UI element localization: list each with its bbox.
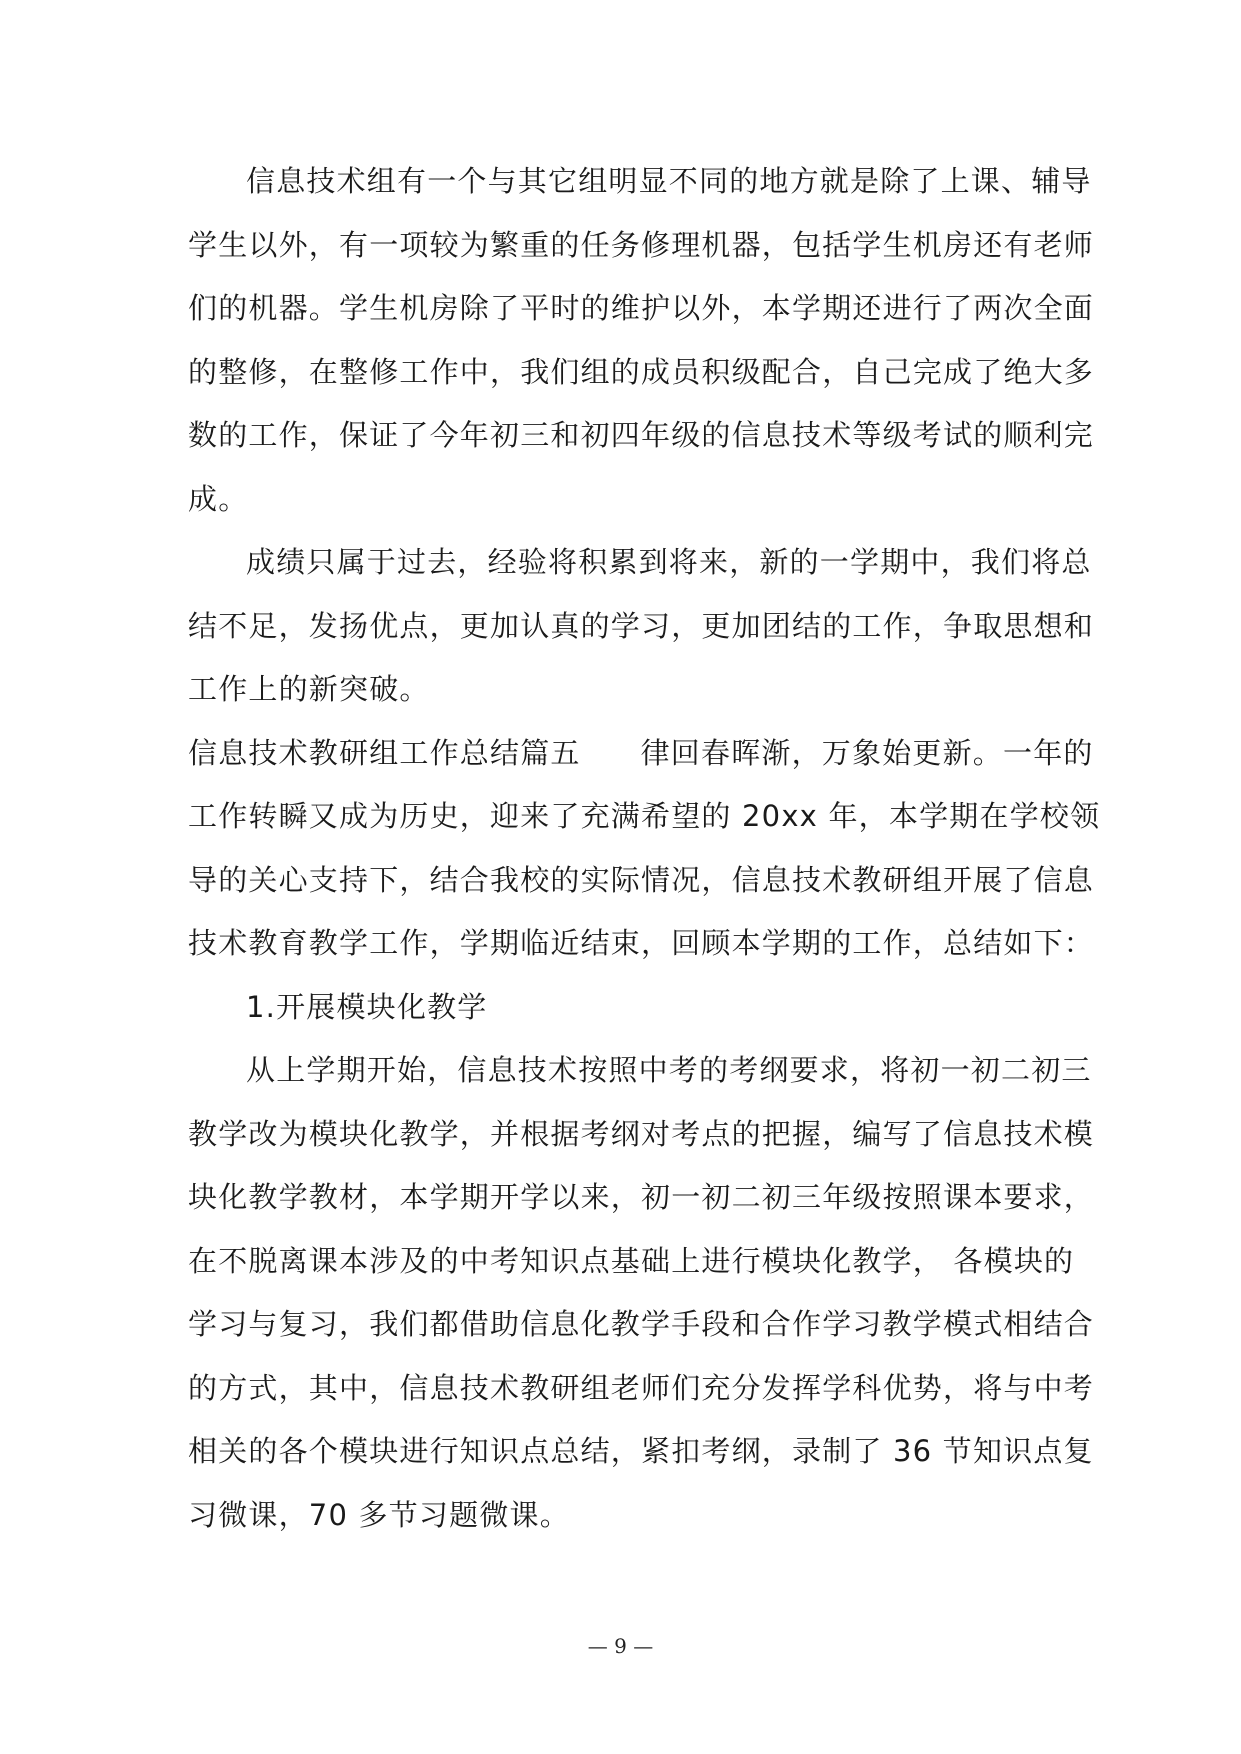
paragraph-5-line-2: 教学改为模块化教学，并根据考纲对考点的把握，编写了信息技术模 — [188, 1116, 1095, 1151]
section-heading-tail: 律回春晖渐，万象始更新。一年的 — [640, 735, 1094, 770]
paragraph-5-line-7: 相关的各个模块进行知识点总结，紧扣考纲，录制了 36 节知识点复 — [188, 1434, 1094, 1468]
paragraph-1-line-6: 成。 — [188, 481, 249, 516]
body-text — [188, 150, 1101, 1547]
paragraph-5-line-6: 的方式，其中，信息技术教研组老师们充分发挥学科优势，将与中考 — [188, 1370, 1095, 1405]
paragraph-5-line-5: 学习与复习，我们都借助信息化教学手段和合作学习教学模式相结合 — [188, 1307, 1095, 1341]
paragraph-2-line-1: 成绩只属于过去，经验将积累到将来，新的一学期中，我们将总 — [246, 545, 1092, 579]
paragraph-1-line-2: 学生以外，有一项较为繁重的任务修理机器，包括学生机房还有老师 — [188, 227, 1095, 262]
subheading-modular-teaching: 1.开展模块化教学 — [246, 989, 488, 1024]
paragraph-5-line-1: 从上学期开始，信息技术按照中考的考纲要求，将初一初二初三 — [246, 1053, 1092, 1087]
paragraph-2-line-3: 工作上的新突破。 — [188, 672, 430, 706]
paragraph-5-line-4: 在不脱离课本涉及的中考知识点基础上进行模块化教学， 各模块的 — [188, 1243, 1075, 1278]
section-heading: 信息技术教研组工作总结篇五 — [188, 735, 581, 770]
paragraph-2-line-2: 结不足，发扬优点，更加认真的学习，更加团结的工作，争取思想和 — [188, 608, 1095, 643]
paragraph-1-line-3: 们的机器。学生机房除了平时的维护以外，本学期还进行了两次全面 — [188, 291, 1095, 325]
paragraph-5-line-3: 块化教学教材，本学期开学以来，初一初二初三年级按照课本要求， — [188, 1180, 1095, 1214]
page-number: — 9 — — [587, 1634, 654, 1658]
paragraph-1-line-4: 的整修，在整修工作中，我们组的成员积级配合，自己完成了绝大多 — [188, 354, 1095, 389]
section-heading-line — [188, 722, 1094, 786]
paragraph-3-line-4: 技术教育教学工作，学期临近结束，回顾本学期的工作，总结如下： — [188, 926, 1095, 960]
paragraph-5-line-8: 习微课，70 多节习题微课。 — [188, 1497, 570, 1532]
paragraph-1-line-5: 数的工作，保证了今年初三和初四年级的信息技术等级考试的顺利完 — [188, 418, 1095, 452]
paragraph-3-line-2: 工作转瞬又成为历史，迎来了充满希望的 20xx 年，本学期在学校领 — [188, 799, 1101, 833]
paragraph-1-line-1: 信息技术组有一个与其它组明显不同的地方就是除了上课、辅导 — [246, 164, 1092, 198]
paragraph-3-line-3: 导的关心支持下，结合我校的实际情况，信息技术教研组开展了信息 — [188, 862, 1095, 897]
